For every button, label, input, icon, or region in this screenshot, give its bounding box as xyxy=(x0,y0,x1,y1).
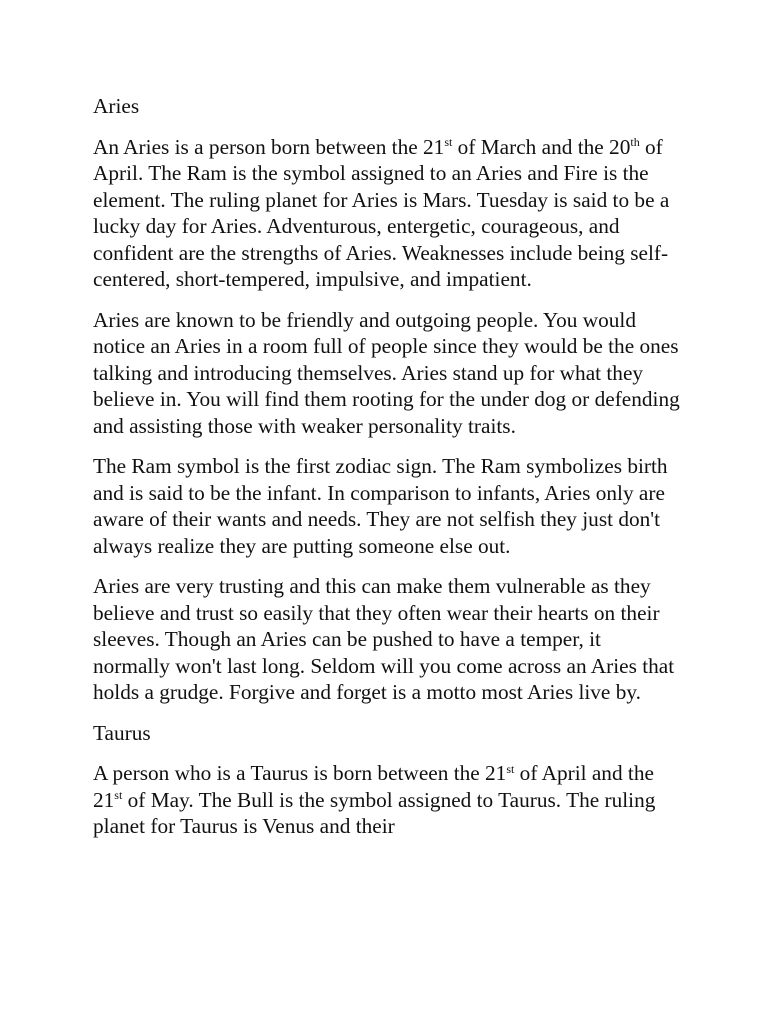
aries-paragraph-4: Aries are very trusting and this can make them vulnerable as they believe and trust so easily that they often wear their hearts on their sleeves. Though an Aries can be pushed to have a temper, it normally won't last long. Seldom will you come across an Aries that holds a grudge. Forgive and forget is a motto most Aries live by. xyxy=(93,574,675,704)
aries-p1-ordinal-1: st xyxy=(444,135,453,150)
aries-p1-text-a: An Aries is a person born between the 21 xyxy=(93,134,445,159)
taurus-paragraph-1 xyxy=(93,760,683,840)
taurus-p1-ordinal-1: st xyxy=(506,761,515,776)
taurus-p1-ordinal-2: st xyxy=(114,788,123,803)
heading-taurus: Taurus xyxy=(93,720,151,745)
aries-p1-text-c: of April. The Ram is the symbol assigned to an Aries and Fire is the element. The ruling planet for Aries is Mars. Tuesday is said to be a lucky day for Aries. Adventurous, entergetic, courageous, and confident are the strengths of Aries. Weaknesses include being self-centered, short-tempered, impulsive, and impatient. xyxy=(93,134,670,291)
taurus-p1-text-c: of May. The Bull is the symbol assigned to Taurus. The ruling planet for Taurus is Venus and their xyxy=(93,787,656,838)
aries-paragraph-1 xyxy=(93,134,683,293)
taurus-p1-text-b: of April and the 21 xyxy=(93,761,654,812)
aries-paragraph-2: Aries are known to be friendly and outgoing people. You would notice an Aries in a room full of people since they would be the ones talking and introducing themselves. Aries stand up for what they believe in. You will find them rooting for the under dog or defending and assisting those with weaker personality traits. xyxy=(93,307,680,438)
aries-p1-ordinal-2: th xyxy=(630,135,640,150)
aries-p1-text-b: of March and the 20 xyxy=(452,134,631,159)
taurus-p1-text-a: A person who is a Taurus is born between the 21 xyxy=(93,761,507,785)
document-body xyxy=(93,93,683,854)
heading-aries: Aries xyxy=(93,94,140,118)
aries-paragraph-3: The Ram symbol is the first zodiac sign. The Ram symbolizes birth and is said to be the infant. In comparison to infants, Aries only are aware of their wants and needs. They are not selfish they just don't always realize they are putting someone else out. xyxy=(93,454,668,558)
